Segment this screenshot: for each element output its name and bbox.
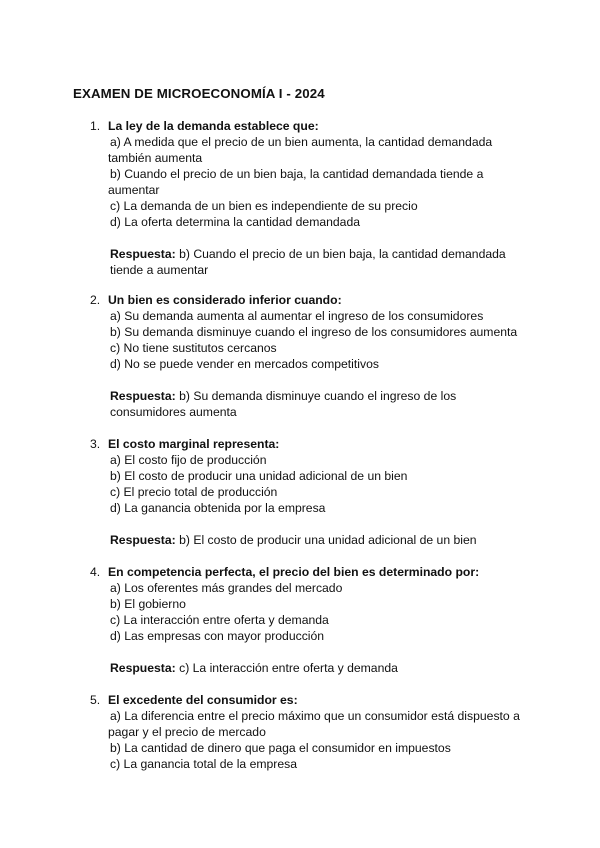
option-b: b) Su demanda disminuye cuando el ingreso de los consumidores aumenta	[110, 325, 518, 339]
option-a: a) A medida que el precio de un bien aumenta, la cantidad demandada también aumenta	[108, 135, 493, 165]
question-3	[73, 436, 533, 548]
question-number: 3.	[90, 437, 101, 451]
option-b: b) La cantidad de dinero que paga el consumidor en impuestos	[110, 741, 451, 755]
question-4	[73, 564, 533, 676]
option-c: c) La demanda de un bien es independiente de su precio	[110, 199, 418, 213]
option-a: a) El costo fijo de producción	[110, 453, 267, 467]
option-b: b) El gobierno	[110, 597, 186, 611]
option-d: d) Las empresas con mayor producción	[110, 629, 325, 643]
question-prompt	[73, 436, 533, 452]
answer	[73, 660, 533, 676]
question-number: 4.	[90, 565, 101, 579]
question-prompt	[73, 292, 533, 308]
option-d: d) La oferta determina la cantidad demandada	[110, 215, 361, 229]
question-1	[73, 118, 533, 278]
question-number: 1.	[90, 119, 101, 133]
question-text: Un bien es considerado inferior cuando:	[108, 293, 342, 307]
question-prompt	[73, 564, 533, 580]
question-text: El excedente del consumidor es:	[108, 693, 298, 707]
question-5	[73, 692, 533, 772]
option-d: d) La ganancia obtenida por la empresa	[110, 501, 326, 515]
answer-text: b) Su demanda disminuye cuando el ingreso de los consumidores aumenta	[110, 389, 457, 419]
answer-text: c) La interacción entre oferta y demanda	[179, 661, 398, 675]
option-d: d) No se puede vender en mercados competitivos	[110, 357, 379, 371]
answer-label: Respuesta:	[110, 533, 176, 547]
answer-label: Respuesta:	[110, 389, 176, 403]
question-number: 2.	[90, 293, 101, 307]
answer	[73, 532, 533, 548]
answer-text: b) Cuando el precio de un bien baja, la cantidad demandada tiende a aumentar	[110, 247, 506, 277]
option-a: a) La diferencia entre el precio máximo que un consumidor está dispuesto a pagar y el precio de mercado	[108, 709, 520, 739]
option-b: b) El costo de producir una unidad adicional de un bien	[110, 469, 408, 483]
option-a: a) Los oferentes más grandes del mercado	[110, 581, 343, 595]
option-b: b) Cuando el precio de un bien baja, la cantidad demandada tiende a aumentar	[108, 167, 484, 197]
answer-label: Respuesta:	[110, 247, 176, 261]
option-c: c) La ganancia total de la empresa	[110, 757, 297, 771]
question-prompt	[73, 118, 533, 134]
page-title: EXAMEN DE MICROECONOMÍA I - 2024	[73, 86, 325, 101]
option-c: c) La interacción entre oferta y demanda	[110, 613, 329, 627]
question-text: En competencia perfecta, el precio del bien es determinado por:	[108, 565, 480, 579]
option-a: a) Su demanda aumenta al aumentar el ingreso de los consumidores	[110, 309, 484, 323]
question-text: El costo marginal representa:	[108, 437, 280, 451]
question-number: 5.	[90, 693, 101, 707]
answer-text: b) El costo de producir una unidad adicional de un bien	[179, 533, 477, 547]
question-prompt	[73, 692, 533, 708]
question-2	[73, 292, 533, 420]
answer-label: Respuesta:	[110, 661, 176, 675]
answer	[73, 246, 533, 278]
question-text: La ley de la demanda establece que:	[108, 119, 319, 133]
answer	[73, 388, 533, 420]
option-c: c) No tiene sustitutos cercanos	[110, 341, 277, 355]
option-c: c) El precio total de producción	[110, 485, 278, 499]
